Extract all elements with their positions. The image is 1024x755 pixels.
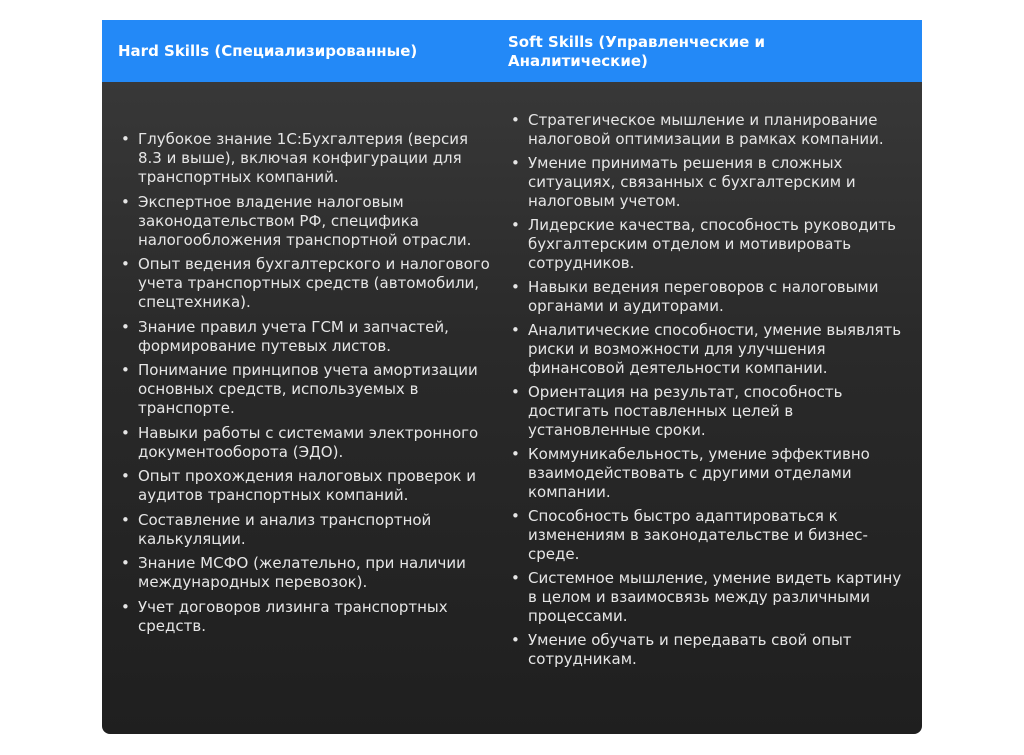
soft-skill-text: Способность быстро адаптироваться к изменениям в законодательстве и бизнес-среде. (528, 507, 868, 563)
soft-skill-text: Стратегическое мышление и планирование налоговой оптимизации в рамках компании. (528, 111, 884, 148)
bullet-icon: • (121, 192, 130, 211)
bullet-icon: • (511, 216, 520, 234)
hard-skill-item (118, 318, 490, 356)
soft-skill-item (508, 216, 908, 273)
hard-skill-text: Глубокое знание 1С:Бухгалтерия (версия 8.3 и выше), включая конфигурации для транспортных компаний. (138, 130, 469, 186)
hard-skill-item (118, 554, 490, 592)
soft-skill-text: Умение принимать решения в сложных ситуациях, связанных с бухгалтерским и налоговым учетом. (528, 154, 856, 210)
table-header-row (102, 20, 922, 82)
hard-skill-item (118, 130, 490, 187)
hard-skill-item (118, 467, 490, 505)
hard-skill-item (118, 598, 490, 636)
soft-skill-item (508, 569, 908, 626)
bullet-icon: • (121, 255, 130, 273)
bullet-icon: • (511, 507, 520, 525)
hard-skill-item (118, 255, 490, 312)
hard-skill-text: Экспертное владение налоговым законодательством РФ, специфика налогообложения транспортной отрасли. (138, 192, 472, 249)
soft-skill-text: Ориентация на результат, способность достигать поставленных целей в установленные сроки. (528, 383, 843, 439)
bullet-icon: • (121, 130, 130, 148)
bullet-icon: • (121, 423, 130, 442)
bullet-icon: • (121, 317, 130, 336)
hard-skill-text: Опыт ведения бухгалтерского и налогового учета транспортных средств (автомобили, спецтехника). (138, 255, 490, 311)
hard-skill-text: Учет договоров лизинга транспортных средств. (138, 597, 448, 635)
soft-skills-list (508, 111, 908, 674)
hard-skill-text: Понимание принципов учета амортизации основных средств, используемых в транспорте. (138, 361, 478, 417)
soft-skill-item (508, 631, 908, 669)
hard-skill-text: Знание МСФО (желательно, при наличии международных перевозок). (138, 554, 466, 591)
hard-skill-text: Знание правил учета ГСМ и запчастей, формирование путевых листов. (138, 317, 449, 355)
soft-skill-item (508, 383, 908, 440)
bullet-icon: • (121, 554, 130, 572)
hard-skills-header: Hard Skills (Специализированные) (118, 42, 418, 60)
soft-skill-text: Коммуникабельность, умение эффективно взаимодействовать с другими отделами компании. (528, 445, 870, 501)
hard-skill-text: Опыт прохождения налоговых проверок и аудитов транспортных компаний. (138, 467, 476, 504)
hard-skill-item (118, 193, 490, 250)
soft-skill-item (508, 445, 908, 502)
bullet-icon: • (121, 510, 130, 529)
skills-table (102, 20, 922, 734)
soft-skill-text: Умение обучать и передавать свой опыт сотрудникам. (528, 631, 852, 668)
bullet-icon: • (121, 597, 130, 616)
soft-skill-item (508, 507, 908, 564)
soft-skill-text: Системное мышление, умение видеть картину в целом и взаимосвязь между различными процессами. (528, 569, 902, 625)
bullet-icon: • (511, 278, 520, 296)
soft-skill-item (508, 278, 908, 316)
soft-skill-text: Лидерские качества, способность руководить бухгалтерским отделом и мотивировать сотрудников. (528, 216, 896, 272)
soft-skill-text: Аналитические способности, умение выявлять риски и возможности для улучшения финансовой деятельности компании. (528, 321, 902, 377)
soft-skill-text: Навыки ведения переговоров с налоговыми органами и аудиторами. (528, 278, 879, 315)
bullet-icon: • (121, 361, 130, 379)
bullet-icon: • (511, 321, 520, 339)
soft-skills-header: Soft Skills (Управленческие и Аналитические) (508, 33, 765, 70)
hard-skill-item (118, 424, 490, 462)
bullet-icon: • (511, 111, 520, 129)
soft-skill-item (508, 321, 908, 378)
hard-skill-text: Составление и анализ транспортной калькуляции. (138, 510, 432, 548)
soft-skill-item (508, 154, 908, 211)
hard-skills-list (118, 130, 490, 641)
soft-skill-item (508, 111, 908, 149)
bullet-icon: • (121, 467, 130, 485)
hard-skill-item (118, 511, 490, 549)
hard-skill-item (118, 361, 490, 418)
bullet-icon: • (511, 445, 520, 463)
bullet-icon: • (511, 569, 520, 587)
bullet-icon: • (511, 383, 520, 401)
bullet-icon: • (511, 631, 520, 649)
hard-skill-text: Навыки работы с системами электронного документооборота (ЭДО). (138, 423, 479, 461)
bullet-icon: • (511, 154, 520, 172)
